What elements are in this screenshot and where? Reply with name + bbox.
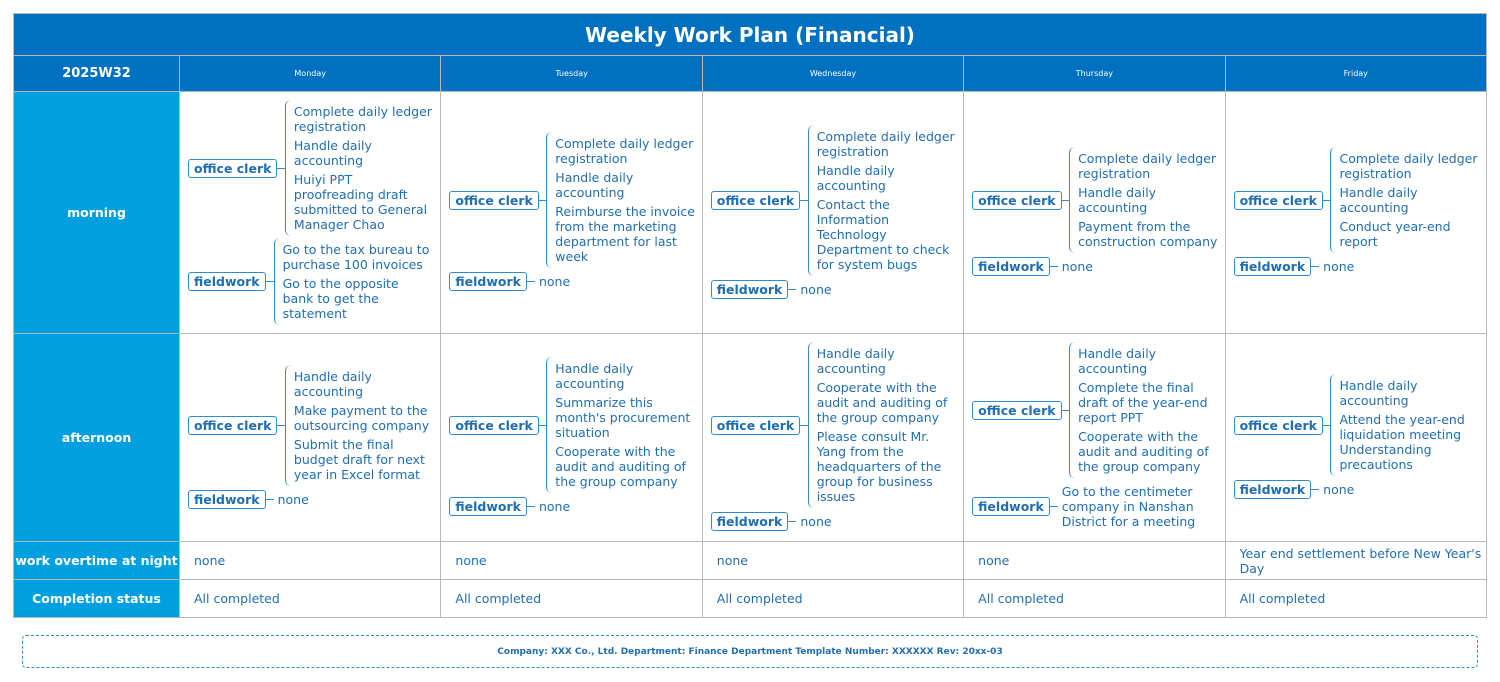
task-item: Handle daily accounting [555,170,634,200]
task-item: Cooperate with the audit and auditing of the group company [1078,429,1209,474]
day-header-tuesday: Tuesday [441,56,702,92]
task-list [808,125,957,276]
category-tag: fieldwork [972,497,1050,516]
task-item: Conduct year-end report [1339,219,1451,249]
task-item: none [538,274,571,289]
task-group [188,238,434,325]
day-header-thursday: Thursday [964,56,1225,92]
task-list [1069,342,1218,478]
category-tag: fieldwork [188,272,266,291]
task-item: Handle daily accounting [1339,378,1418,408]
footer-info: Company: XXX Co., Ltd. Department: Finance Department Template Number: XXXXXX Rev: 20xx-03 [22,635,1478,668]
task-item: none [1323,259,1355,274]
connector-line [527,506,535,507]
task-group [711,125,957,276]
task-list [1330,374,1480,476]
morning-cell [1225,92,1486,334]
task-group [711,342,957,508]
category-tag: office clerk [188,159,277,178]
category-tag: fieldwork [711,280,789,299]
connector-line [1062,200,1069,201]
morning-cell [964,92,1225,334]
afternoon-cell [702,334,963,542]
status-cell: All completed [964,580,1225,618]
category-tag: fieldwork [711,512,789,531]
task-group [449,495,695,518]
task-list [1058,255,1093,278]
task-item: Handle daily accounting [816,162,895,193]
row-label-status: Completion status [14,580,180,618]
task-list [1319,478,1354,501]
connector-line [1311,489,1319,490]
category-tag: office clerk [449,416,538,435]
task-list [1069,147,1218,253]
connector-line [788,521,796,522]
task-group [1234,374,1480,476]
work-plan-table [13,13,1487,618]
connector-line [527,281,535,282]
task-item: Handle daily accounting [1078,185,1157,215]
status-cell: All completed [180,580,441,618]
task-group [711,510,957,533]
connector-line [539,200,546,201]
task-list [796,278,831,301]
task-group [1234,147,1480,253]
category-tag: office clerk [972,401,1061,420]
overtime-cell: none [441,542,702,580]
task-item: Contact the Information Technology Department to check for system bugs [816,196,950,272]
task-item: Please consult Mr. Yang from the headquarters of the group for business issues [816,429,942,504]
task-group [188,365,434,486]
category-tag: fieldwork [188,490,266,509]
connector-line [277,168,284,169]
category-tag: office clerk [711,416,800,435]
task-list [285,100,434,236]
overtime-cell: none [180,542,441,580]
task-list [274,488,309,511]
task-group [1234,255,1480,278]
task-item: Payment from the construction company [1078,219,1218,249]
afternoon-cell [441,334,702,542]
overtime-cell: Year end settlement before New Year's Day [1225,542,1486,580]
task-list [796,510,831,533]
task-item: Huiyi PPT proofreading draft submitted to General Manager Chao [293,172,428,232]
task-item: Cooperate with the audit and auditing of the group company [816,380,948,425]
overtime-cell: none [702,542,963,580]
task-item: none [1323,482,1355,497]
overtime-cell: none [964,542,1225,580]
row-label-morning: morning [14,92,180,334]
connector-line [266,499,274,500]
task-item: Complete daily ledger registration [1339,151,1478,181]
task-group [188,488,434,511]
task-group [1234,478,1480,501]
row-label-afternoon: afternoon [14,334,180,542]
task-item: none [277,491,309,507]
day-header-monday: Monday [180,56,441,92]
task-item: Go to the tax bureau to purchase 100 invoices [282,242,430,272]
category-tag: office clerk [188,416,277,435]
connector-line [1050,506,1058,507]
task-group [449,357,695,493]
category-tag: office clerk [1234,416,1323,435]
connector-line [1311,266,1319,267]
category-tag: office clerk [972,191,1061,210]
morning-cell [441,92,702,334]
day-header-friday: Friday [1225,56,1486,92]
task-item: Attend the year-end liquidation meeting Understanding precautions [1339,412,1465,472]
task-item: Handle daily accounting [293,138,372,168]
task-item: Complete daily ledger registration [816,128,955,159]
task-list [808,342,957,508]
category-tag: fieldwork [449,272,527,291]
task-item: none [800,281,832,297]
task-group [449,270,695,293]
task-item: Complete daily ledger registration [1078,151,1217,181]
connector-line [1323,425,1331,426]
task-item: Handle daily accounting [293,368,372,399]
connector-line [800,200,807,201]
category-tag: office clerk [1234,191,1323,210]
connector-line [788,289,796,290]
task-item: Make payment to the outsourcing company [293,402,430,433]
category-tag: office clerk [449,191,538,210]
morning-cell [702,92,963,334]
task-list [1058,480,1212,533]
task-item: Go to the opposite bank to get the statement [282,276,399,321]
task-list [546,357,695,493]
task-item: Complete daily ledger registration [293,104,432,134]
category-tag: fieldwork [449,497,527,516]
task-group [188,100,434,236]
task-group [972,480,1218,533]
task-list [535,270,570,293]
day-header-wednesday: Wednesday [702,56,963,92]
connector-line [266,281,274,282]
task-list [535,495,570,518]
task-item: none [800,514,832,529]
category-tag: fieldwork [1234,257,1312,276]
morning-cell [180,92,441,334]
task-group [972,255,1218,278]
task-group [972,147,1218,253]
task-item: none [1061,259,1093,274]
task-item: Reimburse the invoice from the marketing department for last week [555,204,695,264]
status-cell: All completed [441,580,702,618]
connector-line [277,425,284,426]
task-group [972,342,1218,478]
afternoon-cell [1225,334,1486,542]
task-item: Submit the final budget draft for next year in Excel format [293,436,425,482]
task-group [449,132,695,268]
connector-line [539,425,546,426]
task-list [285,365,434,486]
connector-line [1323,200,1331,201]
task-group [711,278,957,301]
row-label-overtime: work overtime at night [14,542,180,580]
afternoon-cell [180,334,441,542]
status-cell: All completed [702,580,963,618]
task-list [1319,255,1354,278]
afternoon-cell [964,334,1225,542]
task-item: Handle daily accounting [555,361,634,391]
task-item: none [538,499,571,514]
category-tag: fieldwork [972,257,1050,276]
task-item: Cooperate with the audit and auditing of the group company [555,444,686,489]
category-tag: office clerk [711,191,800,210]
task-list [274,238,433,325]
connector-line [1062,410,1069,411]
task-item: Complete daily ledger registration [555,136,694,166]
task-item: Handle daily accounting [1339,185,1418,215]
task-item: Complete the final draft of the year-end report PPT [1078,380,1208,425]
task-list [546,132,695,268]
task-item: Go to the centimeter company in Nanshan District for a meeting [1061,484,1196,529]
task-item: Handle daily accounting [816,346,895,376]
task-item: Summarize this month's procurement situation [555,395,691,440]
connector-line [1050,266,1058,267]
task-list [1330,147,1480,253]
connector-line [800,425,807,426]
status-cell: All completed [1225,580,1486,618]
page-title: Weekly Work Plan (Financial) [14,14,1487,56]
task-item: Handle daily accounting [1078,346,1157,376]
category-tag: fieldwork [1234,480,1312,499]
week-label: 2025W32 [14,56,180,92]
